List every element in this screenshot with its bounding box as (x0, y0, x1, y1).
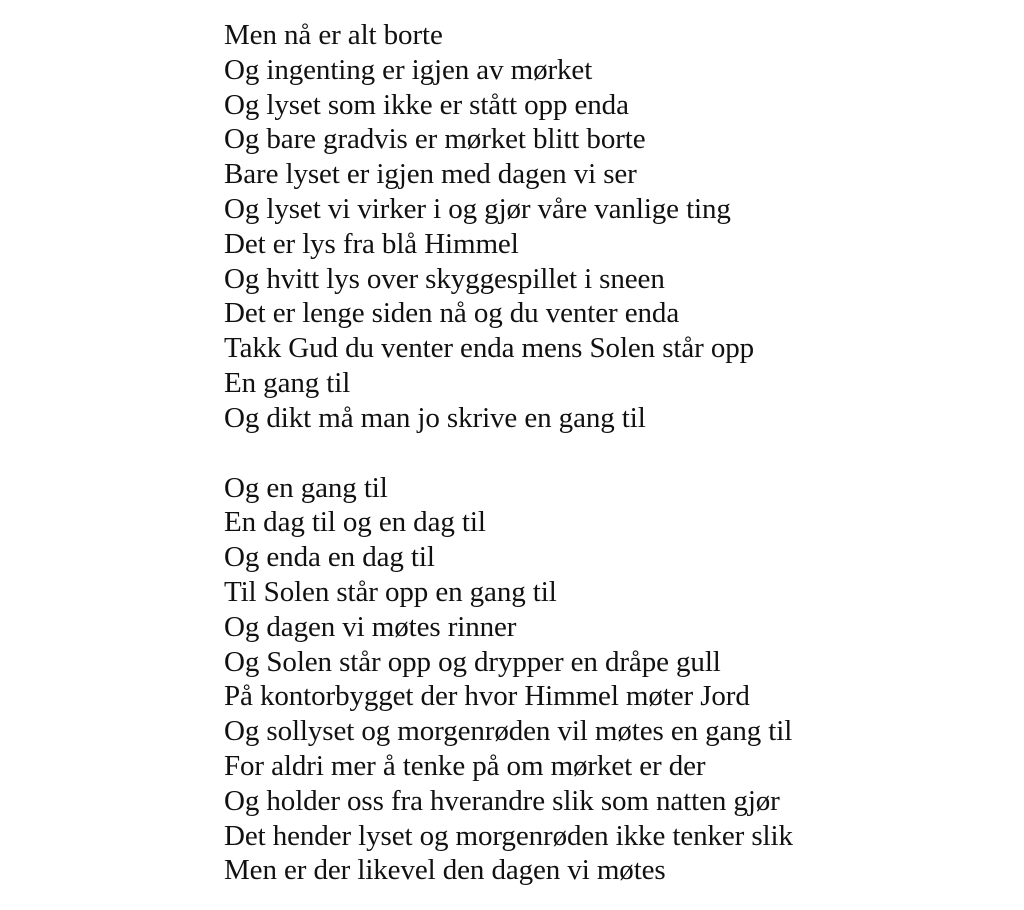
poem-line: En gang til (224, 366, 351, 399)
poem-line: Og ingenting er igjen av mørket (224, 53, 593, 86)
poem-line: For aldri mer å tenke på om mørket er der (224, 749, 706, 782)
poem-line: Og sollyset og morgenrøden vil møtes en gang til (224, 715, 793, 748)
poem-line: Og dikt må man jo skrive en gang til (224, 401, 646, 434)
poem-line: Det hender lyset og morgenrøden ikke tenker slik (224, 819, 793, 852)
poem-line: Og Solen står opp og drypper en dråpe gull (224, 645, 721, 678)
poem-line: Og dagen vi møtes rinner (224, 610, 517, 643)
poem-line: Og enda en dag til (224, 541, 435, 574)
poem-line: Takk Gud du venter enda mens Solen står opp (224, 332, 755, 365)
poem-line: Og en gang til (224, 471, 388, 504)
poem-line: Til Solen står opp en gang til (224, 575, 557, 608)
poem-line: Men er der likevel den dagen vi møtes (224, 854, 666, 887)
poem-line: Og lyset som ikke er stått opp enda (224, 88, 629, 121)
poem-line: Men nå er alt borte (224, 19, 443, 51)
poem-text (224, 18, 1004, 888)
poem-line: Og hvitt lys over skyggespillet i sneen (224, 262, 665, 295)
poem-line: Og holder oss fra hverandre slik som natten gjør (224, 784, 780, 817)
poem-line: Og bare gradvis er mørket blitt borte (224, 123, 646, 156)
poem-line: Det er lys fra blå Himmel (224, 227, 519, 260)
poem-line: Bare lyset er igjen med dagen vi ser (224, 158, 637, 191)
stanza-2 (224, 471, 1004, 889)
poem-line: På kontorbygget der hvor Himmel møter Jord (224, 680, 750, 713)
poem-line: Det er lenge siden nå og du venter enda (224, 297, 680, 330)
poem-line: Og lyset vi virker i og gjør våre vanlige ting (224, 192, 731, 225)
stanza-1 (224, 18, 1004, 436)
poem-line: En dag til og en dag til (224, 506, 486, 539)
